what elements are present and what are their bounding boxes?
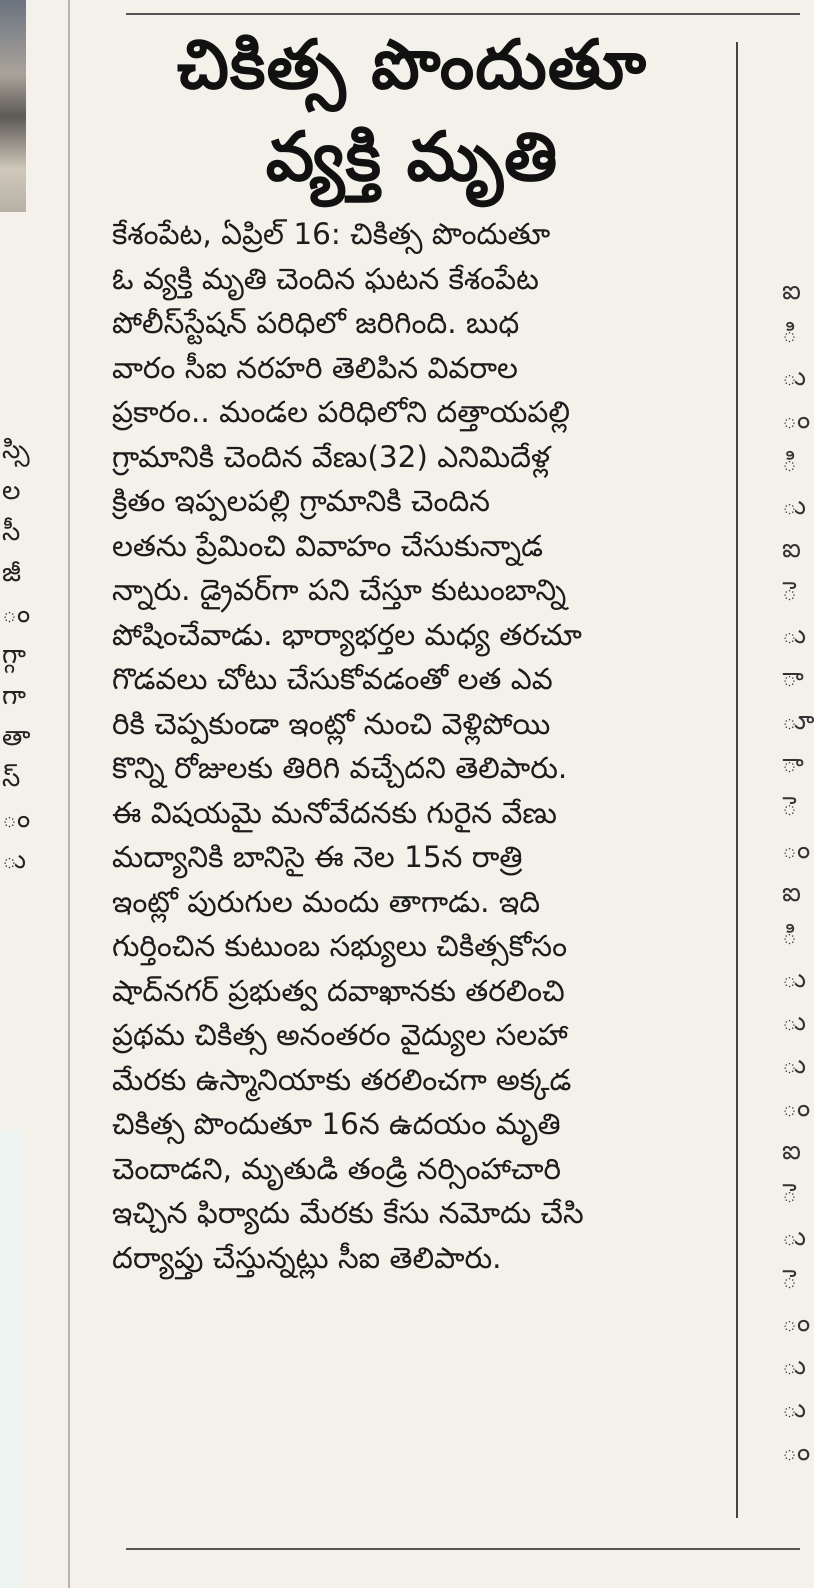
right-fragment: ు	[782, 1394, 807, 1424]
right-column-divider	[736, 42, 738, 1518]
article-body-line: చికిత్స పొందుతూ 16న ఉదయం మృతి	[112, 1107, 561, 1141]
top-rule	[126, 13, 800, 15]
right-fragment: ు	[782, 1222, 807, 1252]
right-fragment: ఐ	[782, 1136, 801, 1166]
left-neighbor-photo	[0, 0, 26, 212]
article-body-line: కొన్ని రోజులకు తిరిగి వచ్చేదని తెలిపారు.	[112, 751, 568, 785]
right-fragment: ా	[782, 663, 804, 693]
article-body-line: ఇచ్చిన ఫిర్యాదు మేరకు కేసు నమోదు చేసి	[112, 1196, 584, 1230]
right-fragment: ం	[782, 405, 811, 435]
article-body-line: ఓ వ్యక్తి మృతి చెందిన ఘటన కేశంపేట	[112, 261, 539, 296]
right-fragment: ి	[782, 921, 798, 951]
left-neighbor-text-fragments	[2, 430, 31, 881]
right-fragment: ఐ	[782, 534, 801, 564]
right-fragment: ఐ	[782, 276, 801, 306]
right-fragment: ు	[782, 491, 807, 521]
article-body-line: క్రితం ఇప్పలపల్లి గ్రామానికి చెందిన	[112, 484, 490, 518]
article-body-line: కేశంపేట, ఏప్రిల్ 16: చికిత్స పొందుతూ	[112, 217, 551, 251]
article-body-line: రికి చెప్పకుండా ఇంట్లో నుంచి వెళ్లిపోయి	[112, 706, 551, 741]
article-body-line: మేరకు ఉస్మానియాకు తరలించగా అక్కడ	[112, 1062, 572, 1097]
right-fragment: ు	[782, 964, 807, 994]
right-fragment: ె	[782, 1179, 798, 1209]
bottom-rule	[126, 1548, 800, 1550]
article-body-line: ఇంట్లో పురుగుల మందు తాగాడు. ఇది	[112, 884, 541, 919]
headline-line-2: వ్యక్తి మృతి	[265, 118, 559, 197]
article-body-line: గుర్తించిన కుటుంబ సభ్యులు చికిత్సకోసం	[112, 929, 568, 963]
left-fragment: గా	[2, 681, 26, 711]
article-body-line: షాద్‌నగర్ ప్రభుత్వ దవాఖానకు తరలించి	[112, 973, 565, 1008]
right-fragment: ు	[782, 620, 807, 650]
left-fragment: తా	[2, 722, 31, 752]
left-fragment: సీ	[2, 517, 21, 547]
left-fragment: స్	[2, 763, 21, 793]
article-body-line: న్నారు. డ్రైవర్‌గా పని చేస్తూ కుటుంబాన్ని	[112, 573, 567, 607]
article-body-line: దర్యాప్తు చేస్తున్నట్లు సీఐ తెలిపారు.	[112, 1240, 502, 1275]
article-body-line: పోలీస్‌స్టేషన్ పరిధిలో జరిగింది. బుధ	[112, 306, 520, 340]
left-fragment: ల	[2, 476, 21, 506]
right-neighbor-text-fragments	[782, 270, 814, 1474]
article-body-line: లతను ప్రేమించి వివాహం చేసుకున్నాడ	[112, 528, 543, 563]
article-body-line: చెందాడని, మృతుడి తండ్రి నర్సింహాచారి	[112, 1151, 562, 1186]
article-body-line: మద్యానికి బానిసై ఈ నెల 15న రాత్రి	[112, 840, 523, 874]
article-body-line: ఈ విషయమై మనోవేదనకు గురైన వేణు	[112, 795, 557, 830]
right-fragment: ు	[782, 1351, 807, 1381]
article-headline	[112, 20, 712, 204]
headline-line-1: చికిత్స పొందుతూ	[176, 26, 648, 105]
article-body-line: గొడవలు చోటు చేసుకోవడంతో లత ఎవ	[112, 662, 553, 696]
left-fragment: ం	[2, 599, 31, 629]
right-fragment: ం	[782, 1093, 811, 1123]
right-fragment: ం	[782, 835, 811, 865]
article-body-line: పోషించేవాడు. భార్యాభర్తల మధ్య తరచూ	[112, 617, 582, 652]
article-body-line: ప్రథమ చికిత్స అనంతరం వైద్యుల సలహా	[112, 1018, 568, 1052]
left-fragment: ు	[2, 845, 27, 875]
right-fragment: ఐ	[782, 878, 801, 908]
left-neighbor-column	[0, 0, 30, 1588]
right-fragment: ు	[782, 362, 807, 392]
right-fragment: ె	[782, 577, 798, 607]
right-fragment: ె	[782, 1265, 798, 1295]
article-body	[112, 212, 712, 1280]
right-fragment: ూ	[782, 706, 814, 736]
left-fragment: ం	[2, 804, 31, 834]
left-neighbor-shaded-box	[0, 1130, 22, 1588]
right-fragment: ు	[782, 1050, 807, 1080]
left-column-divider	[68, 0, 70, 1588]
right-fragment: ు	[782, 1007, 807, 1037]
news-article	[112, 20, 712, 1280]
right-fragment: ి	[782, 319, 798, 349]
article-body-line: ప్రకారం.. మండల పరిధిలోని దత్తాయపల్లి	[112, 395, 571, 429]
left-fragment: జీ	[2, 558, 22, 588]
right-fragment: ం	[782, 1437, 811, 1467]
right-fragment: ె	[782, 792, 798, 822]
right-fragment: ం	[782, 1308, 811, 1338]
article-body-line: వారం సీఐ నరహరి తెలిపిన వివరాల	[112, 350, 518, 385]
article-body-line: గ్రామానికి చెందిన వేణు(32) ఎనిమిదేళ్ల	[112, 439, 551, 474]
left-fragment: గ్గా	[2, 640, 26, 670]
left-fragment: స్సి	[2, 435, 30, 465]
right-fragment: ి	[782, 448, 798, 478]
right-fragment: ా	[782, 749, 804, 779]
